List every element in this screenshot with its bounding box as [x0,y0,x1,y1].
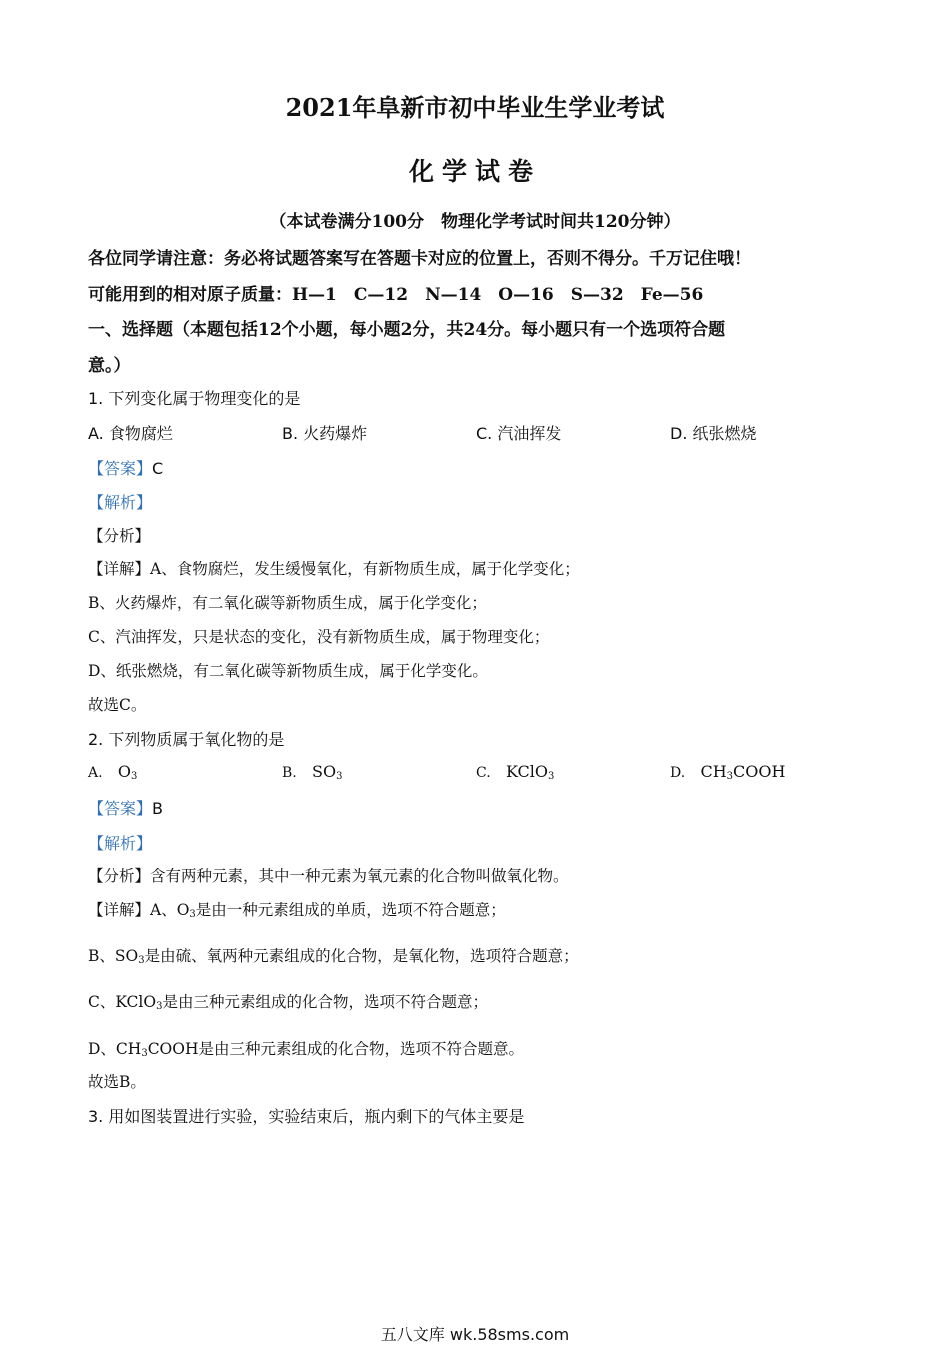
fenxi-tag: 【分析】 [88,527,151,545]
answer-value: C [152,459,164,478]
conclusion: 故选B。 [88,1073,146,1091]
question-3 [88,1104,524,1127]
question-1 [88,386,300,409]
option-d: D. 纸张燃烧 [670,424,757,443]
fenxi-line: 【分析】含有两种元素，其中一种元素为氧元素的化合物叫做氧化物。 [88,867,569,885]
question-stem: 用如图装置进行实验，实验结束后，瓶内剩下的气体主要是 [108,1107,525,1126]
conclusion: 故选C。 [88,696,147,714]
detail-line: D、纸张燃烧，有二氧化碳等新物质生成，属于化学变化。 [88,662,488,680]
option-a: A. 食物腐烂 [88,424,173,443]
analysis-tag: 【解析】 [88,834,153,853]
question-stem: 下列变化属于物理变化的是 [108,389,301,408]
answer-line [88,796,163,819]
detail-line: C、KClO$_3$是由三种元素组成的化合物，选项不符合题意； [88,993,488,1012]
question-2 [88,727,284,750]
option-b: B. 火药爆炸 [282,424,368,443]
detail-line: B、$SO_3$是由硫、氧两种元素组成的化合物，是氧化物，选项符合题意； [88,947,579,966]
option-c: C. 汽油挥发 [476,424,562,443]
section-heading-cont: 意。） [88,356,131,376]
detail-line: 【详解】A、食物腐烂，发生缓慢氧化，有新物质生成，属于化学变化； [88,560,580,578]
atomic-masses: 可能用到的相对原子质量：H—1 C—12 N—14 O—16 S—32 Fe—56 [88,285,704,305]
option-c: C. KClO$_3$ [476,762,555,782]
question-number: 1. [88,389,104,408]
footer-watermark: 五八文库 wk.58sms.com [380,1325,570,1344]
detail-line: B、火药爆炸，有二氧化碳等新物质生成，属于化学变化； [88,594,487,612]
question-number: 3. [88,1107,104,1126]
answer-tag: 【答案】 [88,459,153,478]
question-number: 2. [88,730,104,749]
section-heading: 一、选择题（本题包括12个小题，每小题2分，共24分。每小题只有一个选项符合题 [88,320,726,340]
notice: 各位同学请注意：务必将试题答案写在答题卡对应的位置上，否则不得分。千万记住哦！ [88,249,751,269]
option-d: D. $CH_3COOH$ [670,762,786,782]
option-a: A. $O_3$ [88,762,138,782]
detail-line: D、$CH_3COOH$是由三种元素组成的化合物，选项不符合题意。 [88,1040,524,1059]
exam-info: （本试卷满分100分 物理化学考试时间共120分钟） [269,212,681,232]
detail-line: 【详解】A、$O_3$是由一种元素组成的单质，选项不符合题意； [88,901,506,920]
option-b: B. $SO_3$ [282,762,343,782]
detail-line: C、汽油挥发，只是状态的变化，没有新物质生成，属于物理变化； [88,628,550,646]
answer-value: B [152,799,163,818]
answer-tag: 【答案】 [88,799,153,818]
exam-subtitle: 化学试卷 [408,157,541,186]
analysis-tag: 【解析】 [88,493,153,512]
answer-line [88,456,163,479]
question-stem: 下列物质属于氧化物的是 [108,730,285,749]
exam-title: 2021年阜新市初中毕业生学业考试 [285,93,665,122]
